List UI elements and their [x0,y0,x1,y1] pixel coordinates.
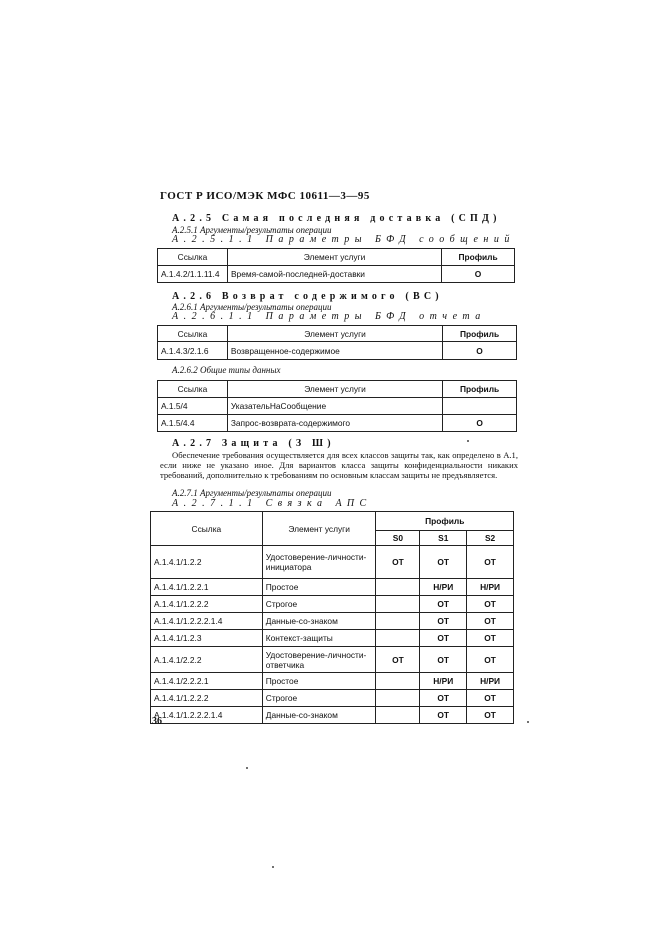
ref-cell: А.1.4.3/2.1.6 [158,342,228,360]
s2-cell: ОТ [467,647,514,673]
s2-cell: ОТ [467,546,514,579]
col-profile-header: Профиль [442,249,515,266]
col-s2-header: S2 [467,531,514,546]
s1-cell: ОТ [420,596,467,613]
scan-speck [246,767,248,769]
s0-cell: ОТ [376,647,420,673]
section-param-a2711: А.2.7.1.1 Связка АПС [172,498,372,509]
element-cell: Запрос-возврата-содержимого [227,415,442,432]
element-cell: Строгое [262,690,376,707]
s1-cell: ОТ [420,546,467,579]
ref-cell: А.1.4.1/1.2.3 [151,630,263,647]
s0-cell [376,613,420,630]
s2-cell: ОТ [467,630,514,647]
s0-cell [376,579,420,596]
section-param-a2511: А.2.5.1.1 Параметры БФД сообщений [172,234,515,245]
section-title-a27: А.2.7 Защита (З Ш) [172,438,335,449]
table-row [158,266,515,283]
element-cell: Удостоверение-личности-инициатора [262,546,376,579]
element-cell: Удостоверение-личности-ответчика [262,647,376,673]
section-title-a262: А.2.6.2 Общие типы данных [172,365,281,375]
ref-cell: А.1.4.1/1.2.2.2 [151,596,263,613]
ref-cell: А.1.4.2/1.1.11.4 [158,266,228,283]
s2-cell: ОТ [467,707,514,724]
section-sub-a261: А.2.6.1 Аргументы/результаты операции [172,302,332,312]
table-row [151,630,514,647]
table-row [151,647,514,673]
element-cell: Возвращенное-содержимое [227,342,442,360]
ref-cell: А.1.4.1/2.2.2 [151,647,263,673]
table-row [151,707,514,724]
col-profile-header: Профиль [376,512,514,531]
scan-speck [527,721,529,723]
ref-cell: А.1.5/4 [158,398,228,415]
ref-cell: А.1.5/4.4 [158,415,228,432]
ref-cell: А.1.4.1/1.2.2.2.1.4 [151,613,263,630]
section-title-a25: А.2.5 Самая последняя доставка (СПД) [172,213,501,224]
s2-cell: Н/РИ [467,673,514,690]
table-a262 [157,380,517,432]
profile-cell [443,398,517,415]
s0-cell [376,630,420,647]
s0-cell [376,673,420,690]
element-cell: Данные-со-знаком [262,613,376,630]
profile-cell: О [443,415,517,432]
s1-cell: ОТ [420,690,467,707]
profile-cell: О [442,266,515,283]
table-a2511 [157,248,515,283]
s2-cell: ОТ [467,613,514,630]
s1-cell: ОТ [420,613,467,630]
element-cell: Данные-со-знаком [262,707,376,724]
element-cell: Строгое [262,596,376,613]
s1-cell: Н/РИ [420,673,467,690]
s1-cell: Н/РИ [420,579,467,596]
ref-cell: А.1.4.1/1.2.2.2.1.4 [151,707,263,724]
scan-speck [272,866,274,868]
s1-cell: ОТ [420,707,467,724]
col-element-header: Элемент услуги [262,512,376,546]
ref-cell: А.1.4.1/1.2.2.1 [151,579,263,596]
s1-cell: ОТ [420,647,467,673]
col-element-header: Элемент услуги [227,249,441,266]
col-ref-header: Ссылка [158,249,228,266]
element-cell: Время-самой-последней-доставки [227,266,441,283]
table-row [151,690,514,707]
s2-cell: ОТ [467,596,514,613]
page-number: 36 [152,716,162,727]
section-param-a2611: А.2.6.1.1 Параметры БФД отчета [172,311,486,322]
element-cell: Простое [262,673,376,690]
ref-cell: А.1.4.1/1.2.2.2 [151,690,263,707]
element-cell: Простое [262,579,376,596]
table-row [151,613,514,630]
element-cell: Контекст-защиты [262,630,376,647]
col-s1-header: S1 [420,531,467,546]
section-sub-a271: А.2.7.1 Аргументы/результаты операции [172,488,332,498]
s0-cell [376,690,420,707]
s1-cell: ОТ [420,630,467,647]
s0-cell [376,707,420,724]
element-cell: УказательНаСообщение [227,398,442,415]
table-row [158,342,517,360]
col-element-header: Элемент услуги [227,381,442,398]
section-sub-a251: А.2.5.1 Аргументы/результаты операции [172,225,332,235]
col-ref-header: Ссылка [158,326,228,342]
document-header: ГОСТ Р ИСО/МЭК МФС 10611—3—95 [160,190,370,202]
section-paragraph-a27: Обеспечение требования осуществляется для всех классов защиты так, как определено в А.1, если ниже не указано иное. Для вариантов класса защиты конфиденциальности никаких требований, дополнительно к требованиям по основным классам защиты не предъявляется. [160,450,518,480]
table-a2711 [150,511,514,724]
table-row [151,579,514,596]
table-row [158,398,517,415]
col-profile-header: Профиль [443,381,517,398]
s0-cell [376,596,420,613]
ref-cell: А.1.4.1/1.2.2 [151,546,263,579]
col-profile-header: Профиль [443,326,517,342]
col-s0-header: S0 [376,531,420,546]
s2-cell: Н/РИ [467,579,514,596]
table-row [151,673,514,690]
table-a2611 [157,325,517,360]
col-ref-header: Ссылка [158,381,228,398]
ref-cell: А.1.4.1/2.2.2.1 [151,673,263,690]
s0-cell: ОТ [376,546,420,579]
col-ref-header: Ссылка [151,512,263,546]
col-element-header: Элемент услуги [227,326,442,342]
section-title-a26: А.2.6 Возврат содержимого (ВС) [172,291,443,302]
scan-speck [467,440,469,442]
s2-cell: ОТ [467,690,514,707]
table-row [158,415,517,432]
table-row [151,596,514,613]
table-row [151,546,514,579]
profile-cell: О [443,342,517,360]
